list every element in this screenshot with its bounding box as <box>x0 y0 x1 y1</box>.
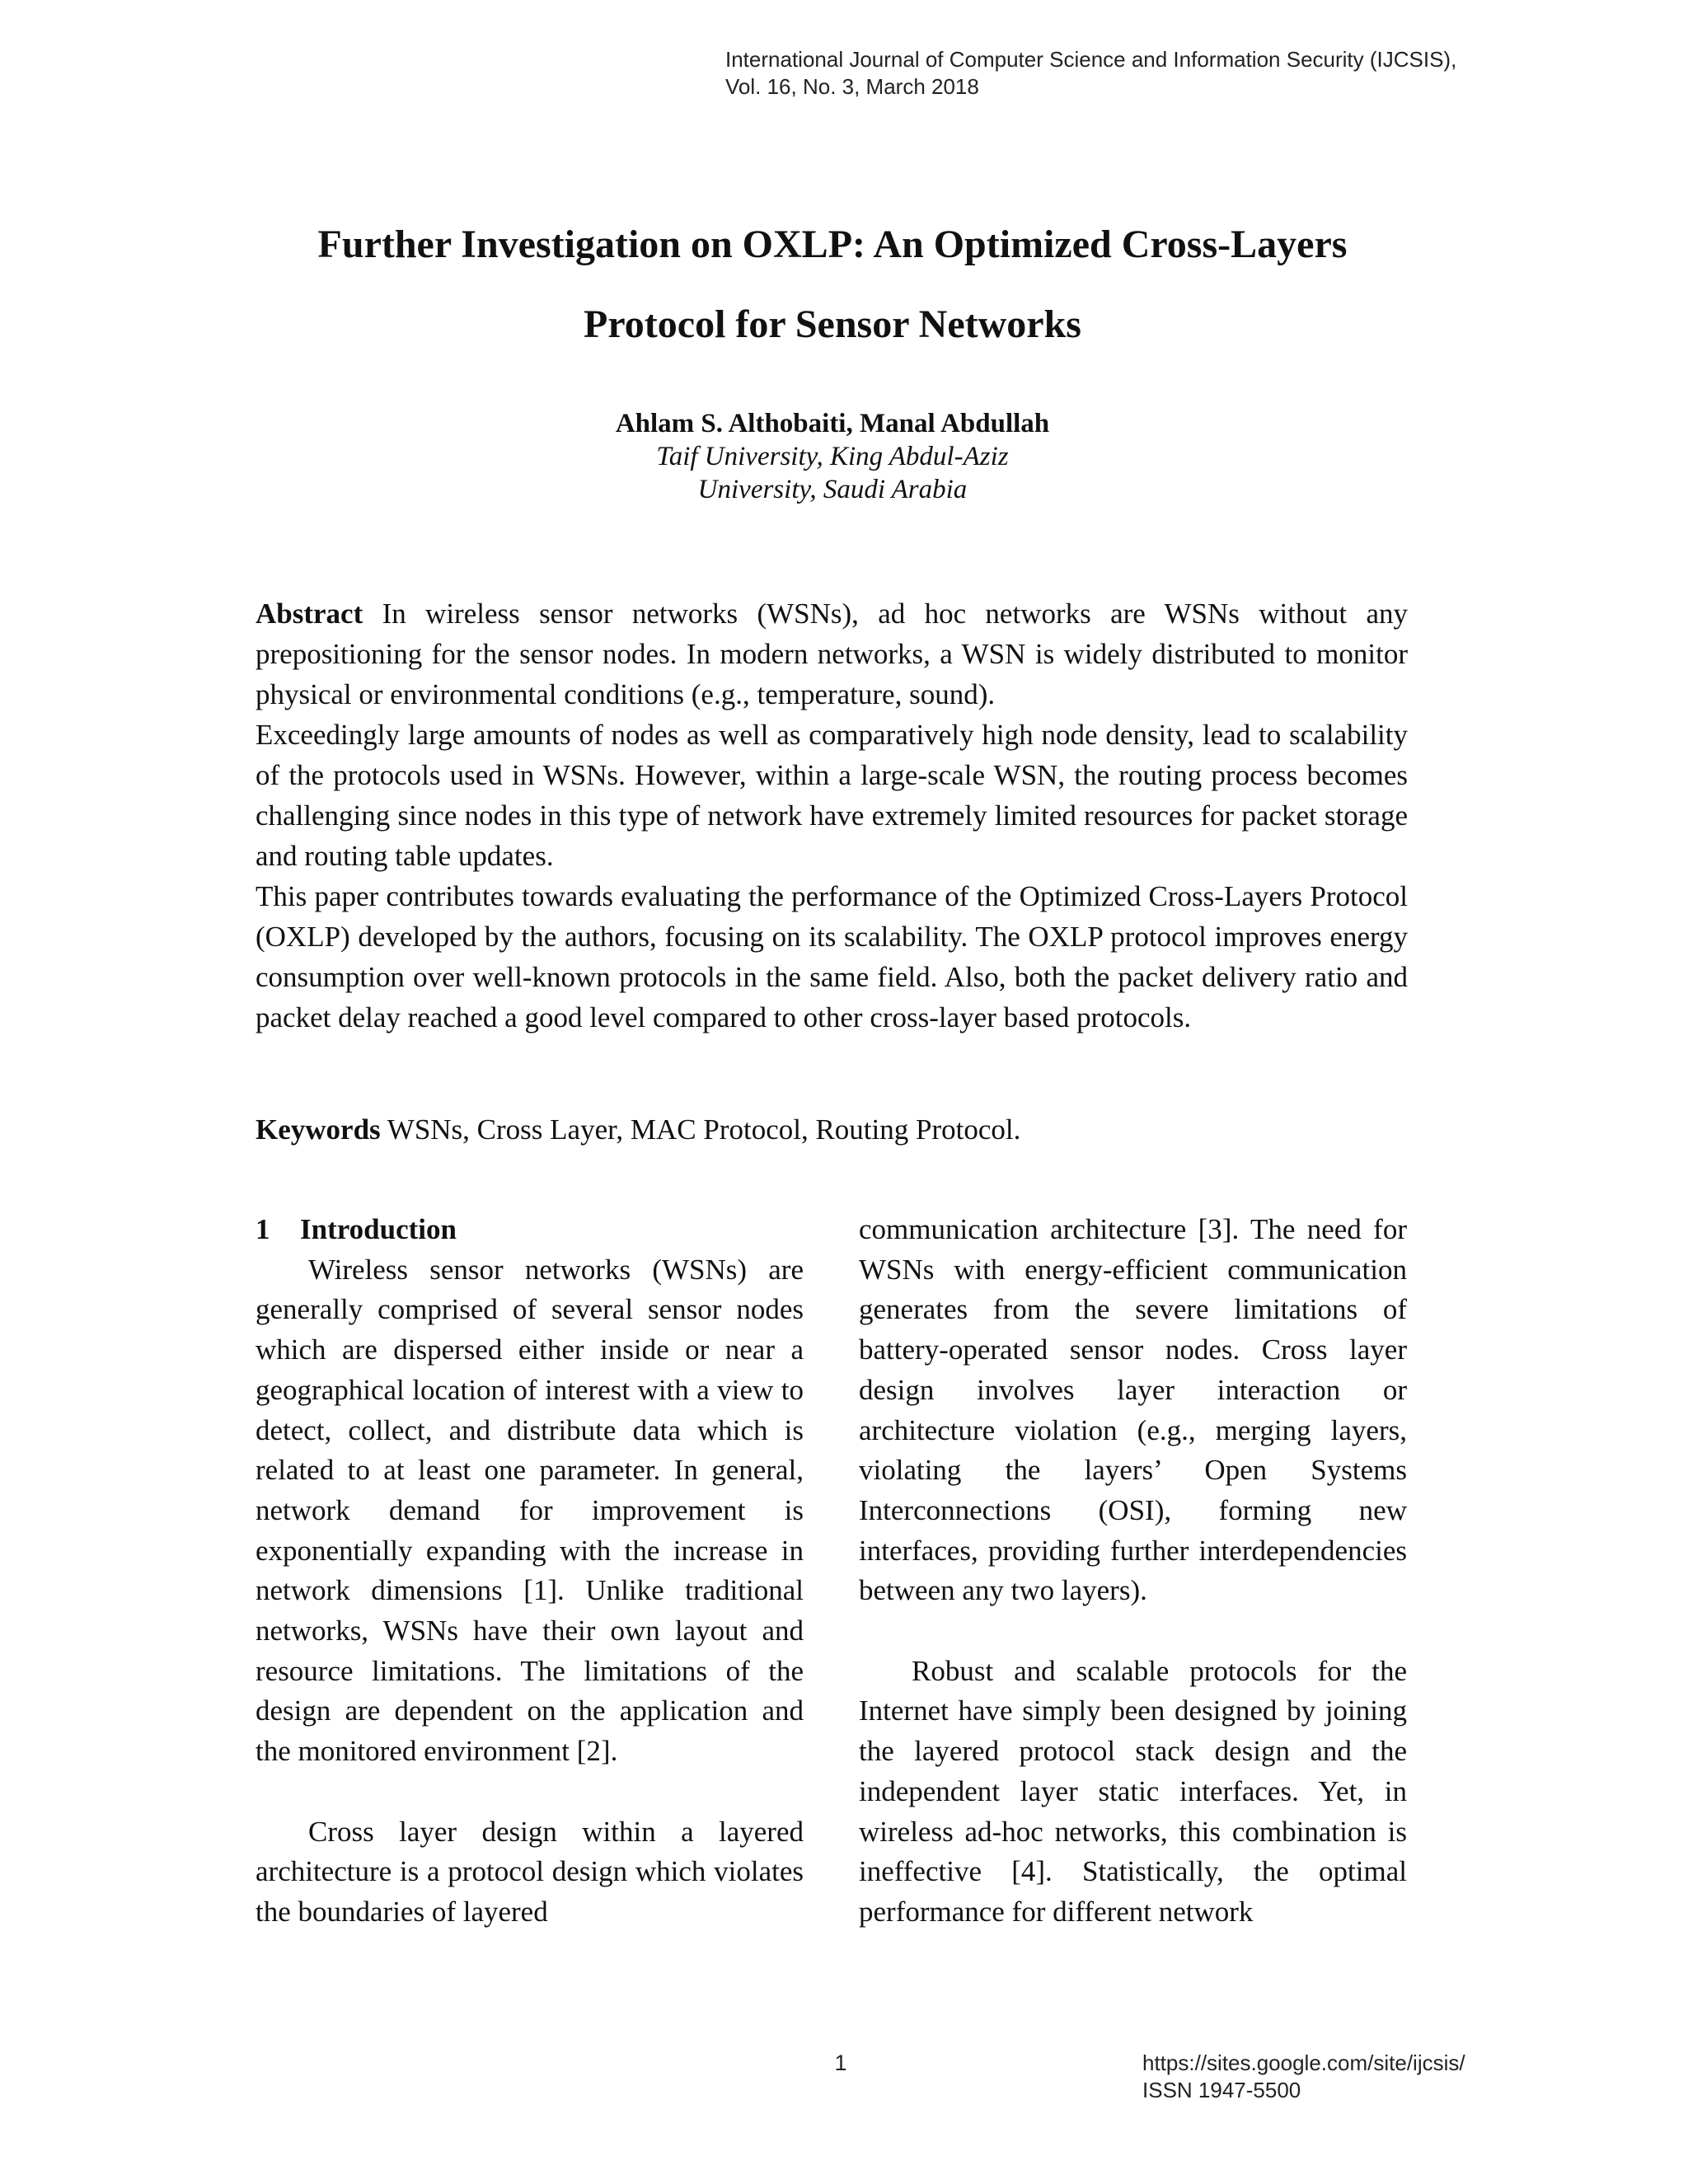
abstract <box>256 593 1408 1038</box>
journal-header <box>725 46 1582 101</box>
keywords <box>256 1109 1408 1150</box>
abstract-label: Abstract <box>256 598 363 630</box>
paper-title-line-1: Further Investigation on OXLP: An Optimized Cross-Layers <box>317 223 1348 266</box>
section-number: 1 <box>256 1213 270 1245</box>
intro-paragraph-3: Robust and scalable protocols for the Internet have simply been designed by joining the layered protocol stack design and the independent layer static interfaces. Yet, in wireless ad-hoc networks, this combination is ineffective [4]. Statistically, the optimal performance for different network <box>859 1654 1407 1928</box>
journal-volume: Vol. 16, No. 3, March 2018 <box>725 74 979 99</box>
journal-url: https://sites.google.com/site/ijcsis/ <box>1142 2050 1465 2075</box>
intro-paragraph-2-continued: communication architecture [3]. The need for WSNs with energy-efficient communication generates from the severe limitations of battery-operated sensor nodes. Cross layer design involves layer interaction or architecture violation (e.g., merging layers, violating the layers’ Open Systems Interconnections (OSI), forming new interfaces, providing further interdependencies between any two layers). <box>859 1213 1407 1607</box>
keywords-text: WSNs, Cross Layer, MAC Protocol, Routing Protocol. <box>387 1113 1021 1146</box>
page-number: 1 <box>834 2050 847 2075</box>
paper-title-line-2: Protocol for Sensor Networks <box>584 302 1081 346</box>
affiliation-line-2: University, Saudi Arabia <box>697 475 968 504</box>
intro-paragraph-2: Cross layer design within a layered architecture is a protocol design which violates the boundaries of layered <box>256 1815 804 1928</box>
column-right <box>859 1210 1407 1933</box>
paragraph-spacer <box>256 1772 804 1812</box>
paper-title <box>165 204 1500 364</box>
abstract-paragraph-3: This paper contributes towards evaluating the performance of the Optimized Cross-Layers Protocol (OXLP) developed by the authors, focusing on its scalability. The OXLP protocol improves energy consumption over well-known protocols in the same field. Also, both the packet delivery ratio and packet delay reached a good level compared to other cross-layer based protocols. <box>256 880 1408 1033</box>
issn: ISSN 1947-5500 <box>1142 2078 1301 2102</box>
column-left <box>256 1210 804 1933</box>
author-block <box>165 407 1500 506</box>
journal-name: International Journal of Computer Science and Information Security (IJCSIS), <box>725 47 1457 72</box>
footer-info <box>1142 2050 1604 2104</box>
abstract-paragraph-1 <box>256 593 1408 715</box>
abstract-paragraph-2: Exceedingly large amounts of nodes as well as comparatively high node density, lead to scalability of the protocols used in WSNs. However, within a large-scale WSN, the routing process becomes challenging since nodes in this type of network have extremely limited resources for packet storage and routing table updates. <box>256 719 1408 872</box>
section-heading <box>256 1210 804 1250</box>
intro-paragraph-1: Wireless sensor networks (WSNs) are generally comprised of several sensor nodes which are dispersed either inside or near a geographical location of interest with a view to detect, collect, and distribute data which is related to at least one parameter. In general, network demand for improvement is exponentially expanding with the increase in network dimensions [1]. Unlike traditional networks, WSNs have their own layout and resource limitations. The limitations of the design are dependent on the application and the monitored environment [2]. <box>256 1253 804 1768</box>
author-names: Ahlam S. Althobaiti, Manal Abdullah <box>615 409 1050 438</box>
keywords-label: Keywords <box>256 1113 381 1146</box>
paragraph-spacer <box>859 1611 1407 1652</box>
section-title: Introduction <box>300 1213 457 1245</box>
affiliation-line-1: Taif University, King Abdul-Aziz <box>656 442 1009 471</box>
abstract-text-1: In wireless sensor networks (WSNs), ad hoc networks are WSNs without any prepositioning for the sensor nodes. In modern networks, a WSN is widely distributed to monitor physical or environmental conditions (e.g., temperature, sound). <box>256 598 1408 710</box>
